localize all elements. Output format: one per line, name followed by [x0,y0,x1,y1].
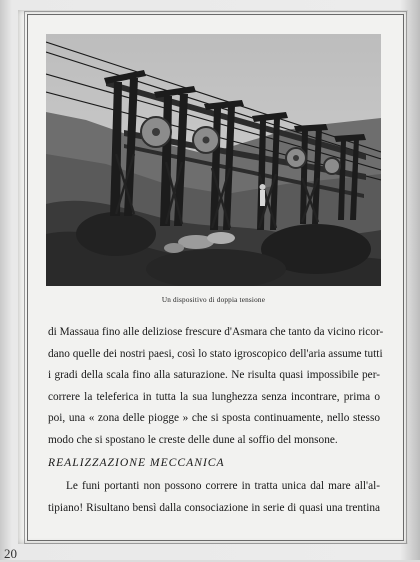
text-line: tipiano! Risultano bensì dalla consociazione in serie di quasi una trentina [48,501,380,514]
page-number: 20 [4,546,17,561]
text-line: i gradi della scala fino alla saturazione. Ne risulta quasi impossibile per- [48,369,380,382]
text-line: modo che si spostano le creste delle dune al soffio del monsone. [48,433,338,446]
text-line: di Massaua fino alle deliziose frescure d'Asmara che tanto da vicino ricor- [48,326,384,338]
paragraph-1 [48,322,384,452]
text-line: dano quelle dei nostri paesi, così lo stato igroscopico dell'aria assume tutti [48,347,383,360]
photo-caption: Un dispositivo di doppia tensione [161,296,266,304]
text-line: correre la teleferica in tutta la sua lunghezza senza incontrare, prima o [48,390,380,403]
paragraph-2 [48,476,380,519]
text-line: Le funi portanti non possono correre in tratta unica dal mare all'al- [66,480,380,492]
text-line: poi, una « zona delle piogge » che si sposta continuamente, nello stesso [48,412,380,425]
section-heading: REALIZZAZIONE MECCANICA [48,456,225,469]
cableway-tension-device-photo [46,34,381,286]
